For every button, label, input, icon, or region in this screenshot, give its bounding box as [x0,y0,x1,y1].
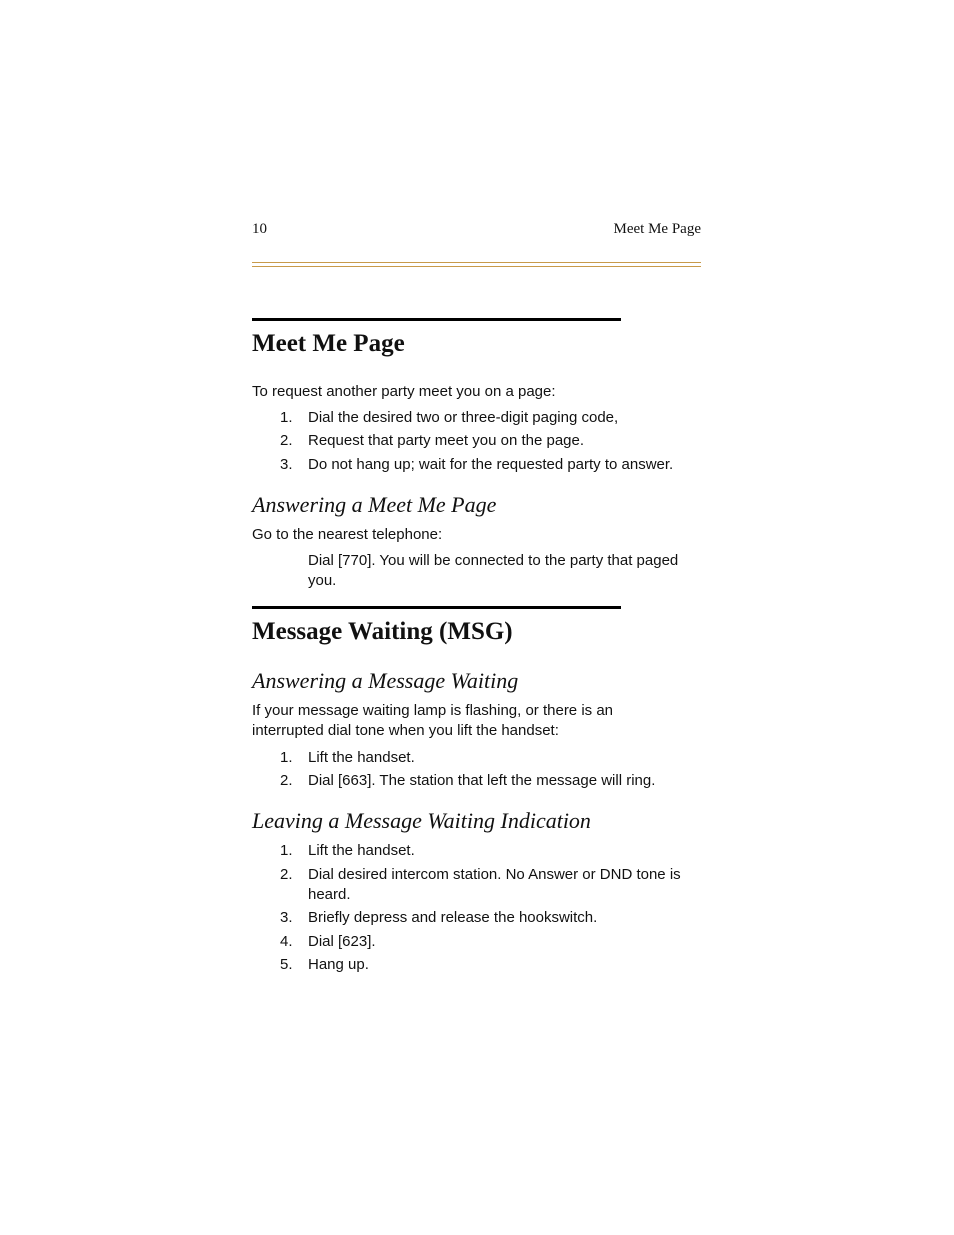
subsection-title-leaving-message-waiting: Leaving a Message Waiting Indication [252,808,591,833]
list-item-number: 3. [280,909,293,926]
list-item-number: 5. [280,956,293,973]
section-title-message-waiting: Message Waiting (MSG) [252,618,513,645]
list-item: Dial desired intercom station. No Answer or DND tone is heard. [308,866,681,903]
section-title-meet-me-page: Meet Me Page [252,330,405,357]
subsection-title-answering-message-waiting: Answering a Message Waiting [252,668,519,693]
header-rule-bottom [252,266,701,267]
running-title: Meet Me Page [613,221,701,237]
subsection-title-answering-meet-me-page: Answering a Meet Me Page [252,492,497,517]
list-item: Request that party meet you on the page. [308,432,585,449]
list-item-number: 4. [280,933,293,950]
list-item: Dial the desired two or three-digit paging code, [308,409,619,426]
list-item-number: 1. [280,842,293,859]
list-item-number: 1. [280,409,293,426]
list-item: Do not hang up; wait for the requested party to answer. [308,456,674,473]
list-item-number: 2. [280,866,293,883]
page-number: 10 [252,221,267,237]
list-item: Hang up. [308,956,369,973]
list-item-number: 2. [280,432,293,449]
list-item: Briefly depress and release the hookswitch. [308,909,598,926]
answering-message-waiting-intro: If your message waiting lamp is flashing, or there is an interrupted dial tone when you lift the handset: [252,702,614,739]
meet-me-page-intro: To request another party meet you on a page: [252,383,556,400]
section-rule-message-waiting [252,606,621,609]
list-item-number: 1. [280,749,293,766]
list-item: Dial [663]. The station that left the message will ring. [308,772,656,789]
list-item-number: 3. [280,456,293,473]
section-rule-meet-me-page [252,318,621,321]
header-rule-top [252,262,701,263]
answering-meet-me-page-intro: Go to the nearest telephone: [252,526,443,543]
list-item: Dial [623]. [308,933,376,950]
list-item: Lift the handset. [308,749,415,766]
list-item: Lift the handset. [308,842,415,859]
answering-meet-me-page-instruction: Dial [770]. You will be connected to the party that paged you. [308,552,679,589]
list-item-number: 2. [280,772,293,789]
